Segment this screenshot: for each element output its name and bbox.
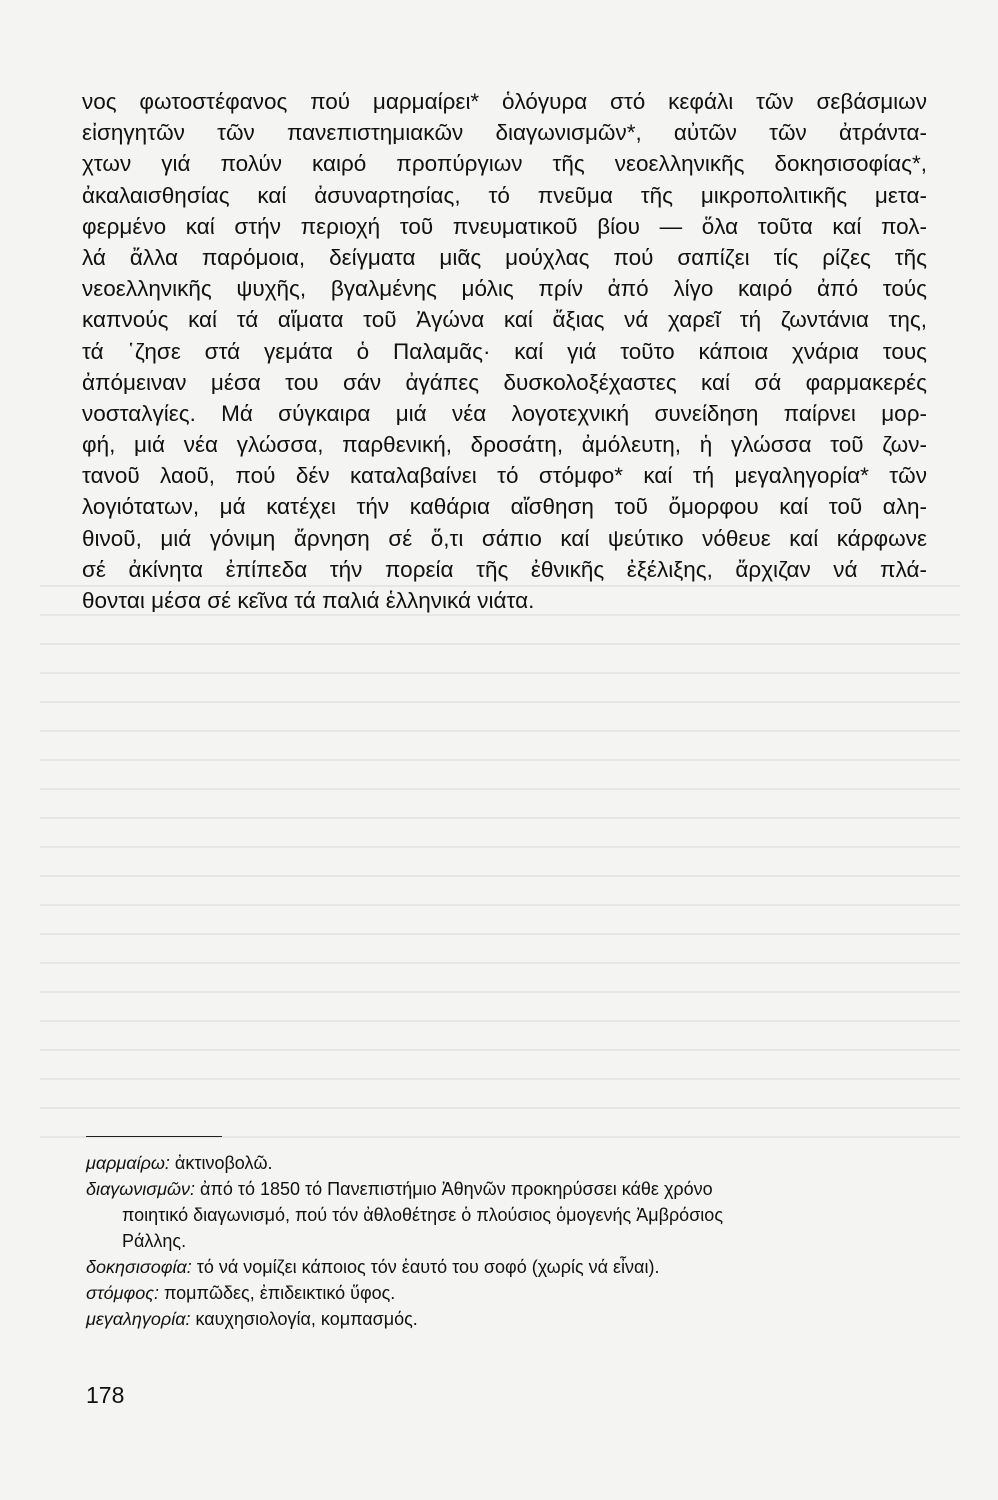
footnote-term: μαρμαίρω:: [86, 1153, 170, 1173]
footnote-definition: καυχησιολογία, κομπασμός.: [195, 1309, 418, 1329]
text-line: ἀπόμειναν μέσα του σάν ἀγάπες δυσκολοξέχαστες καί σά φαρμακερές: [82, 369, 927, 395]
text-line: τά ῾ζησε στά γεμάτα ὁ Παλαμᾶς· καί γιά τοῦτο κάποια χνάρια τους: [82, 338, 927, 364]
footnote-definition: πομπῶδες, ἐπιδεικτικό ὕφος.: [163, 1283, 396, 1303]
text-line: εἰσηγητῶν τῶν πανεπιστημιακῶν διαγωνισμῶν*, αὐτῶν τῶν ἀτράντα-: [82, 120, 927, 146]
footnote-term: διαγωνισμῶν:: [86, 1179, 196, 1199]
footnote: [86, 1306, 946, 1332]
text-line: νεοελληνικῆς ψυχῆς, βγαλμένης μόλις πρίν ἀπό λίγο καιρό ἀπό τούς: [82, 276, 927, 302]
text-line: ἀκαλαισθησίας καί ἀσυναρτησίας, τό πνεῦμα τῆς μικροπολιτικῆς μετα-: [82, 182, 927, 208]
footnote-continuation: Ράλλης.: [122, 1231, 187, 1251]
text-line: λά ἄλλα παρόμοια, δείγματα μιᾶς μούχλας πού σαπίζει τίς ρίζες τῆς: [82, 244, 927, 270]
footnotes: [86, 1150, 946, 1332]
main-paragraph: [82, 86, 927, 616]
footnote-term: δοκησισοφία:: [86, 1257, 192, 1277]
footnote-term: στόμφος:: [86, 1283, 159, 1303]
show-through-texture: [40, 585, 960, 1165]
footnote-separator: [86, 1136, 222, 1137]
text-line: σέ ἀκίνητα ἐπίπεδα τήν πορεία τῆς ἐθνικῆς ἐξέλιξης, ἄρχιζαν νά πλά-: [82, 556, 927, 582]
text-line: καπνούς καί τά αἵματα τοῦ Ἀγώνα καί ἄξιας νά χαρεῖ τή ζωντάνια της,: [82, 307, 927, 333]
footnote: [86, 1254, 946, 1280]
text-line: τανοῦ λαοῦ, πού δέν καταλαβαίνει τό στόμφο* καί τή μεγαληγορία* τῶν: [82, 463, 927, 489]
text-line: λογιότατων, μά κατέχει τήν καθάρια αἴσθηση τοῦ ὄμορφου καί τοῦ αλη-: [82, 494, 927, 520]
text-line: νοσταλγίες. Μά σύγκαιρα μιά νέα λογοτεχνική συνείδηση παίρνει μορ-: [82, 400, 927, 426]
footnote-definition: ἀκτινοβολῶ.: [174, 1153, 273, 1173]
footnote-term: μεγαληγορία:: [86, 1309, 191, 1329]
footnote: [86, 1176, 946, 1254]
text-line: φερμένο καί στήν περιοχή τοῦ πνευματικοῦ βίου — ὅλα τοῦτα καί πολ-: [82, 213, 927, 239]
footnote: [86, 1150, 946, 1176]
page-number: 178: [86, 1382, 125, 1408]
footnote-definition: τό νά νομίζει κάποιος τόν ἑαυτό του σοφό (χωρίς νά εἶναι).: [196, 1257, 660, 1277]
footnote-continuation: ποιητικό διαγωνισμό, πού τόν ἀθλοθέτησε ὁ πλούσιος ὁμογενής Ἀμβρόσιος: [122, 1205, 723, 1225]
text-line: νος φωτοστέφανος πού μαρμαίρει* ὁλόγυρα στό κεφάλι τῶν σεβάσμιων: [82, 89, 927, 114]
text-line: θονται μέσα σέ κεῖνα τά παλιά ἑλληνικά νιάτα.: [82, 588, 535, 613]
text-line: φή, μιά νέα γλώσσα, παρθενική, δροσάτη, ἀμόλευτη, ἡ γλώσσα τοῦ ζων-: [82, 432, 927, 458]
text-line: χτων γιά πολύν καιρό προπύργιων τῆς νεοελληνικῆς δοκησισοφίας*,: [82, 151, 927, 177]
text-line: θινοῦ, μιά γόνιμη ἄρνηση σέ ὅ,τι σάπιο καί ψεύτικο νόθευε καί κάρφωνε: [82, 525, 927, 551]
footnote-definition: ἀπό τό 1850 τό Πανεπιστήμιο Ἀθηνῶν προκηρύσσει κάθε χρόνο: [200, 1179, 713, 1199]
footnote: [86, 1280, 946, 1306]
